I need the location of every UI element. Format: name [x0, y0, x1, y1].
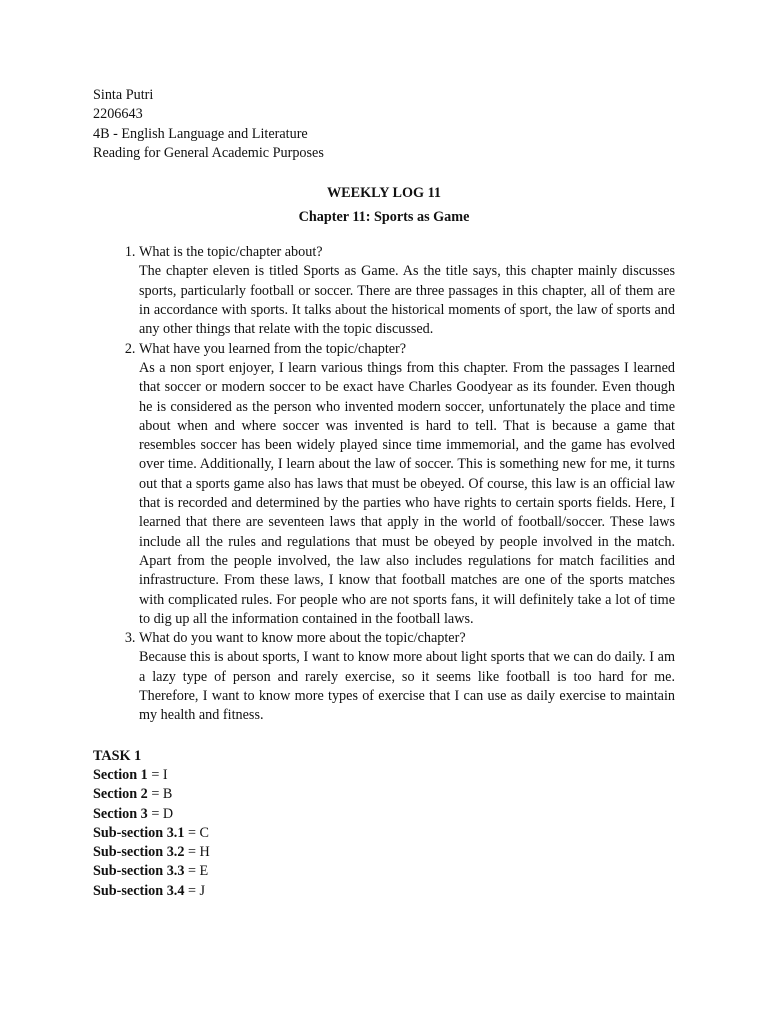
document-title: WEEKLY LOG 11: [326, 185, 442, 202]
task-item-label: Section 2: [93, 786, 148, 803]
task-item-label: Sub-section 3.2: [93, 844, 185, 861]
student-header: [93, 86, 675, 163]
task-item: [93, 824, 675, 843]
course-name: Reading for General Academic Purposes: [93, 144, 324, 161]
list-item: [139, 243, 675, 339]
task-item-label: Section 1: [93, 766, 148, 783]
task-item: [93, 766, 675, 785]
task-item-value: = B: [147, 786, 173, 803]
task-item-value: = I: [147, 766, 168, 783]
question-text: 3. What do you want to know more about the topic/chapter?: [139, 630, 466, 647]
question-text: 2. What have you learned from the topic/chapter?: [139, 340, 407, 357]
task-item: [93, 862, 675, 881]
task-item-value: = H: [184, 844, 210, 861]
answer-text: Because this is about sports, I want to know more about light sports that we can do daily. I am a lazy type of person and rarely exercise, so it seems like football is too hard for me. Therefore, I want to know more types of exercise that I can use as daily exercise to maintain my health and fitness.: [139, 649, 675, 724]
answer-text: The chapter eleven is titled Sports as Game. As the title says, this chapter mainly discusses sports, particularly football or soccer. There are three passages in this chapter, all of them are in accordance with sports. It talks about the historical moments of sport, the law of sports and any other things that relate with the topic discussed.: [139, 263, 675, 338]
task-item-label: Sub-section 3.1: [93, 824, 185, 841]
task-item: [93, 882, 675, 901]
list-item: [139, 340, 675, 629]
chapter-subtitle: Chapter 11: Sports as Game: [298, 209, 470, 226]
task-section: [93, 747, 675, 901]
answer-text: As a non sport enjoyer, I learn various things from this chapter. From the passages I learned that soccer or modern soccer to be exact have Charles Goodyear as its founder. Even though he is considered as the person who invented modern soccer, unfortunately the place and time about when and where soccer was invented is hard to tell. That is because a game that resembles soccer has been widely played since time immemorial, and the game has evolved over time. Additionally, I learn about the law of soccer. This is something new for me, it turns out that a sports game also has laws that must be obeyed. Of course, this law is an official law that is recorded and determined by the parties who have rights to certain sports fields. Here, I learned that there are seventeen laws that apply in the world of football/soccer. These laws include all the rules and regulations that must be obeyed by people involved in the match. Apart from the people involved, the law also includes regulations for match facilities and infrastructure. From these laws, I know that football matches are one of the sports matches with complicated rules. For people who are not sports fans, it will definitely take a lot of time to dig up all the information contained in the football laws.: [139, 359, 675, 627]
student-id: 2206643: [93, 106, 143, 123]
task-item-label: Sub-section 3.3: [93, 863, 185, 880]
task-item-value: = E: [184, 863, 209, 880]
class-name: 4B - English Language and Literature: [93, 125, 308, 142]
task-item-value: = D: [147, 805, 174, 822]
question-text: 1. What is the topic/chapter about?: [139, 244, 323, 261]
list-item: [139, 629, 675, 725]
task-item: [93, 805, 675, 824]
task-heading: TASK 1: [93, 747, 142, 764]
question-list: [93, 243, 675, 725]
title-block: [93, 181, 675, 229]
task-item: [93, 785, 675, 804]
task-item: [93, 843, 675, 862]
task-item-label: Section 3: [93, 805, 148, 822]
task-item-value: = C: [184, 824, 210, 841]
task-item-value: = J: [184, 882, 206, 899]
task-item-label: Sub-section 3.4: [93, 882, 185, 899]
student-name: Sinta Putri: [93, 87, 154, 103]
